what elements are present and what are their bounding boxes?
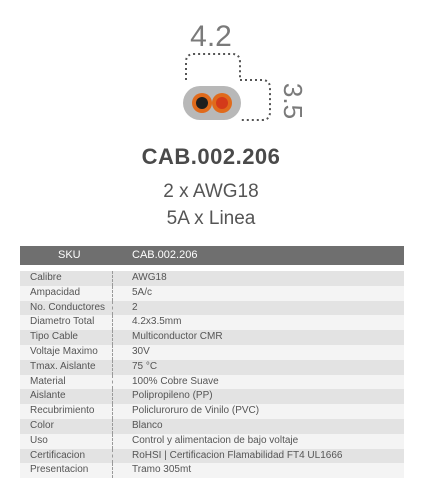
product-ampacity-line: 5A x Linea [166,208,256,229]
spec-value: Polipropileno (PP) [132,390,213,402]
spec-row [20,330,404,345]
spec-label: Voltaje Maximo [30,345,98,357]
spec-label: Uso [30,434,48,446]
divider [112,345,113,360]
product-sku-title: CAB.002.206 [141,144,281,169]
divider [112,315,113,330]
height-dimension-label: 3.5 [278,82,308,120]
sku-header-bar [20,246,404,265]
product-gauge-line: 2 x AWG18 [163,181,259,202]
divider [112,286,113,301]
spec-value: 5A/c [132,286,153,298]
spec-label: Tipo Cable [30,331,78,343]
divider [112,389,113,404]
spec-row [20,449,404,464]
spec-value: 2 [132,301,138,313]
spec-value: 4.2x3.5mm [132,316,182,328]
spec-row [20,389,404,404]
width-dimension-label: 4.2 [190,20,232,53]
spec-label: Color [30,419,54,431]
spec-table [20,271,404,478]
spec-value: Control y alimentacion de bajo voltaje [132,434,299,446]
cable-cross-section-diagram [0,0,422,140]
spec-value: 100% Cobre Suave [132,375,219,387]
spec-label: Calibre [30,272,62,283]
spec-label: Material [30,375,66,387]
spec-value: 75 °C [132,360,158,372]
spec-label: Recubrimiento [30,405,95,417]
spec-value: Blanco [132,419,163,431]
divider [112,360,113,375]
spec-row [20,360,404,375]
spec-row [20,315,404,330]
divider [112,404,113,419]
divider [112,434,113,449]
spec-row [20,375,404,390]
spec-value: AWG18 [132,272,167,283]
spec-label: No. Conductores [30,301,106,313]
divider [112,271,113,286]
width-dimension-line [186,54,240,80]
spec-row [20,404,404,419]
divider [112,301,113,316]
height-dimension-line [240,80,270,120]
black-conductor-core [196,97,208,109]
spec-label: Ampacidad [30,286,81,298]
spec-row [20,345,404,360]
spec-label: Diametro Total [30,316,95,328]
sku-value: CAB.002.206 [132,249,198,261]
spec-row [20,271,404,286]
divider [112,463,113,478]
divider [112,449,113,464]
sku-label: SKU [58,249,81,261]
spec-value: RoHSI | Certificacion Flamabilidad FT4 UL1666 [132,449,343,461]
spec-label: Tmax. Aislante [30,360,96,372]
divider [112,375,113,390]
divider [112,419,113,434]
spec-value: Tramo 305mt [132,464,192,476]
spec-value: 30V [132,345,150,357]
spec-label: Certificacion [30,449,86,461]
spec-label: Aislante [30,390,66,402]
red-conductor-core [216,97,228,109]
spec-value: Policluroruro de Vinilo (PVC) [132,405,260,417]
spec-label: Presentacion [30,464,89,476]
spec-row [20,301,404,316]
divider [112,330,113,345]
spec-row [20,434,404,449]
spec-row [20,286,404,301]
spec-row [20,463,404,478]
spec-row [20,419,404,434]
spec-value: Multiconductor CMR [132,331,223,343]
